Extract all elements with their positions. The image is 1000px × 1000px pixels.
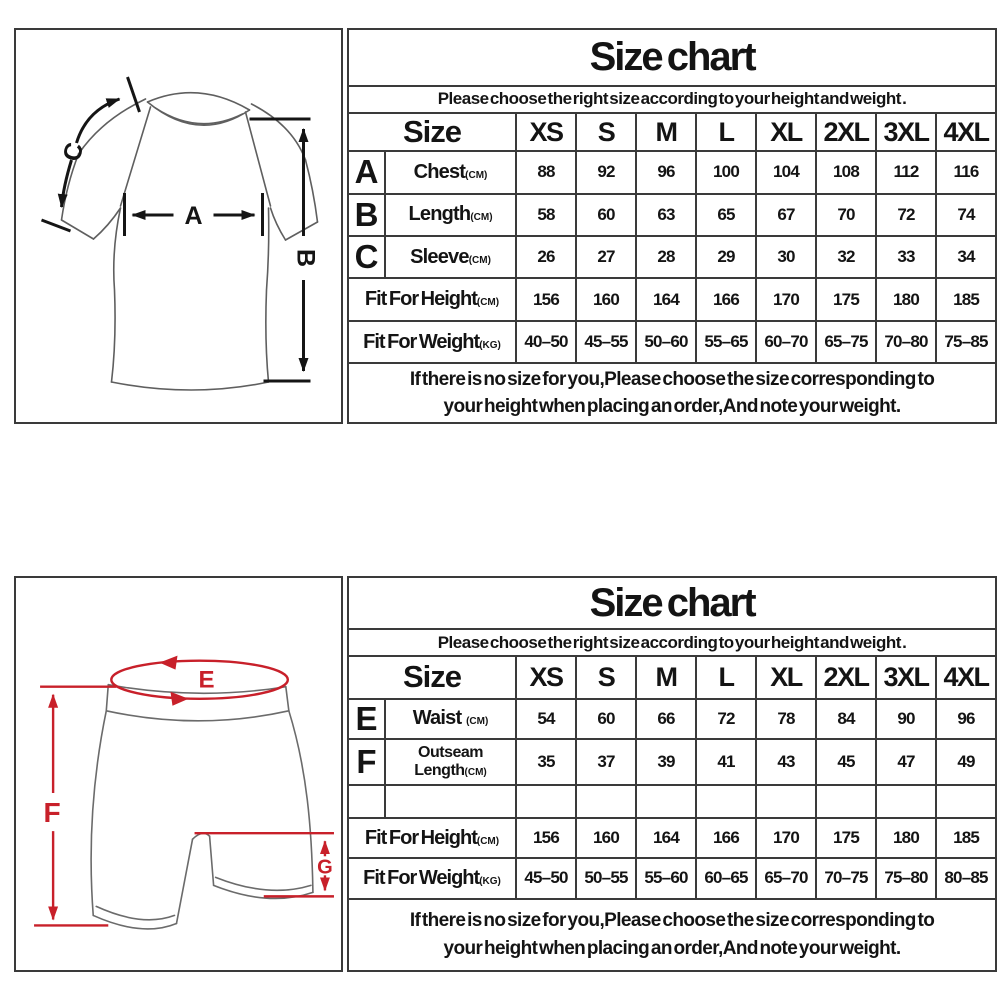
- chest-value: 112: [876, 151, 936, 193]
- chest-value: 108: [816, 151, 876, 193]
- fit-height-value: 166: [696, 818, 756, 858]
- sleeve-row: [348, 236, 996, 278]
- dim-letter-b: B: [348, 194, 385, 236]
- fit-height-value: 170: [756, 818, 816, 858]
- sleeve-value: 28: [636, 236, 696, 278]
- row-unit: (CM): [470, 212, 493, 224]
- fit-weight-value: 80–85: [936, 858, 996, 898]
- row-unit: (CM): [464, 766, 487, 778]
- fit-weight-value: 65–75: [816, 321, 876, 363]
- dim-label-length: B: [291, 248, 320, 268]
- outseam-row-label: [385, 739, 516, 785]
- sleeve-value: 29: [696, 236, 756, 278]
- fit-weight-value: 75–80: [876, 858, 936, 898]
- waist-arrow-right: [170, 692, 188, 706]
- dim-label-sleeve: C: [57, 139, 90, 165]
- fit-height-value: 164: [636, 278, 696, 320]
- dim-label-waist: E: [198, 666, 215, 694]
- dim-label-leg: G: [317, 856, 333, 879]
- size-column-header: XS: [516, 113, 576, 151]
- tshirt-measurement-diagram: [14, 28, 343, 424]
- row-label-text: Fit For Weight: [363, 866, 480, 889]
- length-value: 60: [576, 194, 636, 236]
- fit-weight-value: 50–60: [636, 321, 696, 363]
- waist-value: 90: [876, 699, 936, 739]
- size-column-header: L: [696, 656, 756, 698]
- waist-value: 60: [576, 699, 636, 739]
- row-unit: (CM): [476, 297, 500, 309]
- subtitle-row: [348, 86, 996, 113]
- row-unit: (KG): [479, 339, 501, 351]
- size-column-header: 2XL: [816, 656, 876, 698]
- fit-height-value: 185: [936, 278, 996, 320]
- fit-height-value: 160: [576, 278, 636, 320]
- chest-value: 88: [516, 151, 576, 193]
- sleeve-value: 27: [576, 236, 636, 278]
- waist-value: 84: [816, 699, 876, 739]
- length-value: 65: [696, 194, 756, 236]
- size-note: [348, 899, 996, 971]
- size-column-header: 4XL: [936, 656, 996, 698]
- note-line-1: If there is no size for you,Please choose the size corresponding to: [409, 910, 935, 932]
- fit-weight-value: 45–50: [516, 858, 576, 898]
- fit-height-value: 156: [516, 278, 576, 320]
- fit-weight-label: [348, 858, 516, 898]
- length-value: 67: [756, 194, 816, 236]
- fit-height-value: 166: [696, 278, 756, 320]
- shorts-measurement-diagram: [14, 576, 343, 972]
- fit-height-row: [348, 818, 996, 858]
- chest-value: 104: [756, 151, 816, 193]
- outseam-value: 39: [636, 739, 696, 785]
- size-column-header: M: [636, 113, 696, 151]
- fit-weight-value: 70–75: [816, 858, 876, 898]
- fit-weight-value: 60–65: [696, 858, 756, 898]
- empty-label-cell: [385, 785, 516, 818]
- chest-value: 96: [636, 151, 696, 193]
- sleeve-value: 30: [756, 236, 816, 278]
- note-line-2: your height when placing an order,And note your weight.: [443, 396, 901, 418]
- fit-height-label: [348, 278, 516, 320]
- size-column-header: XL: [756, 113, 816, 151]
- fit-height-value: 180: [876, 818, 936, 858]
- waist-value: 54: [516, 699, 576, 739]
- fit-weight-value: 40–50: [516, 321, 576, 363]
- size-header-row: [348, 113, 996, 151]
- fit-weight-value: 70–80: [876, 321, 936, 363]
- fit-weight-value: 75–85: [936, 321, 996, 363]
- tshirt-outline: [62, 93, 318, 390]
- empty-letter-cell: [348, 785, 385, 818]
- size-chart-subtitle: Please choose the right size according to your height and weight .: [348, 86, 996, 113]
- chest-value: 100: [696, 151, 756, 193]
- chest-value: 92: [576, 151, 636, 193]
- fit-height-row: [348, 278, 996, 320]
- shorts-outline: [91, 685, 313, 929]
- sleeve-row-label: [385, 236, 516, 278]
- row-label-text: Chest: [413, 160, 466, 183]
- chest-value: 116: [936, 151, 996, 193]
- waist-value: 96: [936, 699, 996, 739]
- size-column-header: S: [576, 656, 636, 698]
- empty-cell: [696, 785, 756, 818]
- waist-row-label: [385, 699, 516, 739]
- note-line-1: If there is no size for you,Please choose the size corresponding to: [409, 368, 935, 390]
- size-column-header: 3XL: [876, 656, 936, 698]
- fit-weight-row: [348, 858, 996, 898]
- fit-height-value: 164: [636, 818, 696, 858]
- subtitle-row: [348, 629, 996, 656]
- dim-letter-a: A: [348, 151, 385, 193]
- shirt-size-table: [347, 28, 997, 424]
- fit-height-value: 170: [756, 278, 816, 320]
- size-column-header: XS: [516, 656, 576, 698]
- fit-weight-row: [348, 321, 996, 363]
- fit-height-value: 175: [816, 818, 876, 858]
- fit-height-value: 185: [936, 818, 996, 858]
- dim-letter-f: F: [348, 739, 385, 785]
- outseam-value: 41: [696, 739, 756, 785]
- length-value: 74: [936, 194, 996, 236]
- size-column-header: L: [696, 113, 756, 151]
- empty-cell: [636, 785, 696, 818]
- empty-cell: [876, 785, 936, 818]
- empty-cell: [516, 785, 576, 818]
- dim-c-bottom-tick: [42, 220, 71, 231]
- empty-cell: [576, 785, 636, 818]
- empty-cell: [936, 785, 996, 818]
- title-row: [348, 29, 996, 86]
- row-label-text: Sleeve: [410, 245, 469, 268]
- length-value: 70: [816, 194, 876, 236]
- size-column-header: M: [636, 656, 696, 698]
- size-header-label: Size: [348, 656, 516, 698]
- length-value: 63: [636, 194, 696, 236]
- fit-height-label: [348, 818, 516, 858]
- size-column-header: 2XL: [816, 113, 876, 151]
- shorts-size-chart-panel: [14, 576, 995, 972]
- dim-c-arrow-up: [77, 99, 120, 143]
- dim-label-chest: A: [184, 202, 203, 230]
- fit-weight-value: 65–70: [756, 858, 816, 898]
- chest-row-label: [385, 151, 516, 193]
- fit-height-value: 175: [816, 278, 876, 320]
- sleeve-value: 32: [816, 236, 876, 278]
- fit-weight-value: 55–65: [696, 321, 756, 363]
- length-value: 58: [516, 194, 576, 236]
- dim-label-outseam: F: [43, 797, 61, 829]
- outseam-value: 45: [816, 739, 876, 785]
- size-header-label: Size: [348, 113, 516, 151]
- outseam-value: 43: [756, 739, 816, 785]
- row-label-text: Fit For Height: [364, 288, 477, 311]
- dimension-arrows: [42, 77, 311, 381]
- size-chart-title: Size chart: [348, 577, 996, 629]
- shirt-size-chart-panel: [14, 28, 995, 424]
- row-unit: (CM): [466, 716, 489, 728]
- fit-weight-value: 50–55: [576, 858, 636, 898]
- waist-row: [348, 699, 996, 739]
- outseam-value: 47: [876, 739, 936, 785]
- size-column-header: 4XL: [936, 113, 996, 151]
- waist-arrow-left: [159, 656, 177, 670]
- shorts-size-table: [347, 576, 997, 972]
- length-value: 72: [876, 194, 936, 236]
- waist-value: 78: [756, 699, 816, 739]
- dim-letter-c: C: [348, 236, 385, 278]
- waist-value: 72: [696, 699, 756, 739]
- waist-value: 66: [636, 699, 696, 739]
- size-column-header: 3XL: [876, 113, 936, 151]
- outseam-value: 37: [576, 739, 636, 785]
- fit-weight-label: [348, 321, 516, 363]
- outseam-value: 49: [936, 739, 996, 785]
- shorts-diagram-svg: [16, 578, 341, 970]
- title-row: [348, 577, 996, 629]
- row-unit: (KG): [479, 875, 501, 887]
- row-label-line1: Outseam: [418, 743, 483, 761]
- fit-weight-value: 60–70: [756, 321, 816, 363]
- sleeve-value: 34: [936, 236, 996, 278]
- fit-weight-value: 45–55: [576, 321, 636, 363]
- size-header-row: [348, 656, 996, 698]
- note-row: [348, 363, 996, 423]
- row-label-text: Length: [408, 203, 471, 226]
- size-column-header: S: [576, 113, 636, 151]
- sleeve-value: 33: [876, 236, 936, 278]
- outseam-value: 35: [516, 739, 576, 785]
- note-row: [348, 899, 996, 971]
- size-column-header: XL: [756, 656, 816, 698]
- chest-row: [348, 151, 996, 193]
- outseam-row: [348, 739, 996, 785]
- row-unit: (CM): [476, 835, 500, 847]
- empty-row: [348, 785, 996, 818]
- row-label-line2: Length: [414, 761, 465, 779]
- row-label-text: Fit For Weight: [363, 330, 480, 353]
- tshirt-diagram-svg: [16, 30, 341, 422]
- row-label-text: Fit For Height: [364, 826, 477, 849]
- empty-cell: [816, 785, 876, 818]
- row-label-text: Waist: [412, 707, 462, 730]
- fit-weight-value: 55–60: [636, 858, 696, 898]
- length-row: [348, 194, 996, 236]
- dim-letter-e: E: [348, 699, 385, 739]
- size-chart-subtitle: Please choose the right size according to your height and weight .: [348, 629, 996, 656]
- size-chart-title: Size chart: [348, 29, 996, 86]
- row-unit: (CM): [468, 254, 491, 266]
- length-row-label: [385, 194, 516, 236]
- size-note: [348, 363, 996, 423]
- fit-height-value: 156: [516, 818, 576, 858]
- row-unit: (CM): [465, 169, 488, 181]
- fit-height-value: 180: [876, 278, 936, 320]
- fit-height-value: 160: [576, 818, 636, 858]
- note-line-2: your height when placing an order,And note your weight.: [443, 937, 901, 959]
- dim-c-arrow-down: [62, 160, 72, 207]
- empty-cell: [756, 785, 816, 818]
- sleeve-value: 26: [516, 236, 576, 278]
